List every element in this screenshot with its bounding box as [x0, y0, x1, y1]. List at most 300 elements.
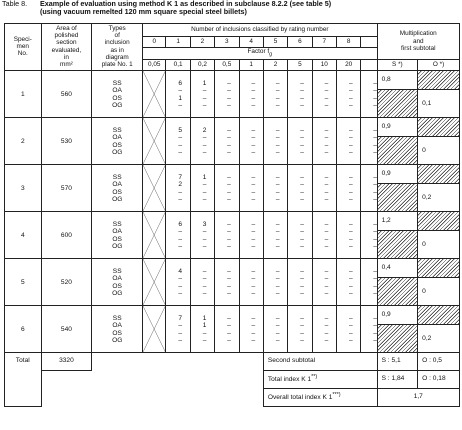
count-value: –: [178, 195, 183, 203]
o-value: 0: [422, 287, 426, 295]
o-value: 0,2: [422, 193, 432, 201]
cross-lines: [143, 165, 165, 211]
rating-count-cell: [239, 70, 263, 117]
count-value: –: [251, 275, 256, 283]
second-subtotal-o: O : 0,5: [418, 352, 460, 370]
count-value: –: [348, 79, 353, 87]
count-value: –: [251, 181, 256, 189]
count-value: –: [251, 101, 256, 109]
count-value: –: [202, 282, 207, 290]
rating-number-1: 1: [166, 37, 190, 48]
inclusion-type: OA: [112, 322, 122, 330]
count-value: –: [178, 329, 183, 337]
o-value: 0: [422, 146, 426, 154]
count-value: –: [251, 134, 256, 142]
rating-number-8: 8: [336, 37, 360, 48]
count-value: –: [227, 188, 231, 196]
factor-value: 20: [336, 59, 360, 70]
count-value: –: [251, 173, 256, 181]
count-value: –: [251, 329, 256, 337]
spacer-cell: – – – –: [361, 164, 377, 211]
o-subtotal-cell: [418, 164, 460, 211]
hatched-area: [378, 90, 418, 117]
inclusion-type: OA: [112, 87, 122, 95]
count-value: –: [275, 228, 280, 236]
count-value: –: [202, 242, 207, 250]
count-value: –: [202, 267, 207, 275]
total-label: Total: [5, 352, 42, 406]
count-value: –: [300, 314, 304, 322]
factor-value: 2: [263, 59, 287, 70]
count-value: –: [348, 329, 353, 337]
spacer-cell: – – – –: [361, 258, 377, 305]
overall-index-value: 1,7: [377, 388, 459, 406]
count-value: 1: [202, 322, 207, 330]
count-value: –: [251, 188, 256, 196]
s-subtotal-cell: [377, 305, 418, 352]
rating-count-cell: [336, 305, 360, 352]
count-value: 2: [202, 126, 207, 134]
count-value: –: [300, 181, 304, 189]
count-value: –: [300, 267, 304, 275]
count-value: –: [300, 289, 304, 297]
count-value: –: [275, 329, 280, 337]
count-value: –: [227, 79, 231, 87]
rating-count-cell: [239, 211, 263, 258]
blank-area: [92, 352, 264, 406]
count-value: –: [275, 181, 280, 189]
inclusion-type: OS: [112, 188, 122, 196]
count-value: –: [300, 322, 304, 330]
total-index-s: S : 1,84: [377, 370, 418, 388]
hatched-area: [418, 306, 459, 325]
count-value: –: [275, 126, 280, 134]
count-value: –: [324, 235, 329, 243]
count-value: –: [324, 228, 329, 236]
rating-count-cell: [263, 117, 287, 164]
spacer-cell: – – – –: [361, 305, 377, 352]
rating-count-cell: [263, 70, 287, 117]
count-value: –: [178, 141, 183, 149]
rating-count-cell: [239, 305, 263, 352]
o-subtotal-cell: [418, 211, 460, 258]
count-value: –: [348, 101, 353, 109]
count-value: –: [251, 195, 256, 203]
hatched-area: [378, 184, 418, 211]
count-value: –: [300, 126, 304, 134]
inclusion-type: OG: [112, 336, 123, 344]
count-value: –: [251, 235, 256, 243]
count-value: –: [275, 314, 280, 322]
count-value: –: [227, 134, 231, 142]
section-area: 530: [41, 117, 92, 164]
count-value: –: [300, 101, 304, 109]
rating-count-cell: [190, 117, 214, 164]
count-value: 1: [202, 314, 207, 322]
count-value: –: [227, 228, 231, 236]
count-value: –: [348, 126, 353, 134]
rating-count-cell: [263, 164, 287, 211]
table-row: [5, 211, 460, 258]
blank-area: [41, 388, 92, 406]
blank-area: [41, 370, 92, 388]
count-value: –: [227, 235, 231, 243]
rating-count-cell: [312, 258, 336, 305]
cross-lines: [143, 71, 165, 117]
count-value: –: [324, 79, 329, 87]
count-value: –: [300, 134, 304, 142]
count-value: –: [178, 282, 183, 290]
count-value: –: [324, 181, 329, 189]
rating-count-cell: [288, 164, 312, 211]
count-value: –: [275, 134, 280, 142]
count-value: –: [324, 322, 329, 330]
table-row: [5, 117, 460, 164]
count-value: –: [202, 188, 207, 196]
count-value: –: [178, 228, 183, 236]
inclusion-types: [92, 258, 143, 305]
count-value: –: [227, 195, 231, 203]
o-column-header: O *): [418, 59, 460, 70]
count-value: –: [324, 141, 329, 149]
table-caption: [2, 0, 331, 17]
count-value: –: [251, 87, 256, 95]
count-value: –: [227, 148, 231, 156]
count-value: –: [275, 94, 280, 102]
caption-line-2: (using vacuum remelted 120 mm square special steel billets): [40, 7, 247, 17]
count-value: –: [348, 87, 353, 95]
count-value: –: [300, 141, 304, 149]
count-value: –: [324, 173, 329, 181]
count-value: –: [202, 289, 207, 297]
count-value: –: [202, 329, 207, 337]
count-value: –: [178, 148, 183, 156]
count-value: –: [275, 141, 280, 149]
count-value: –: [227, 322, 231, 330]
count-value: –: [227, 141, 231, 149]
count-value: –: [348, 336, 353, 344]
count-value: –: [300, 336, 304, 344]
specimen-number: 5: [5, 258, 42, 305]
count-value: –: [202, 141, 207, 149]
count-value: –: [227, 282, 231, 290]
count-value: –: [348, 267, 353, 275]
rating-count-cell: [312, 305, 336, 352]
specimen-number: 3: [5, 164, 42, 211]
count-value: –: [227, 126, 231, 134]
count-value: –: [324, 289, 329, 297]
inclusion-type: OS: [112, 329, 122, 337]
cross-lines: [143, 212, 165, 258]
count-value: –: [275, 336, 280, 344]
count-value: –: [324, 87, 329, 95]
o-value: 0,1: [422, 99, 432, 107]
s-value: 0,4: [378, 259, 418, 278]
count-value: –: [348, 134, 353, 142]
count-value: –: [275, 242, 280, 250]
rating-count-cell: [288, 117, 312, 164]
count-value: 7: [178, 173, 183, 181]
s-subtotal-cell: [377, 117, 418, 164]
count-value: –: [251, 220, 256, 228]
count-value: –: [348, 275, 353, 283]
count-value: –: [324, 195, 329, 203]
s-value: 0,9: [378, 118, 418, 137]
inclusion-type: OG: [112, 195, 123, 203]
table-row: [5, 164, 460, 211]
count-value: –: [178, 242, 183, 250]
rating-number-2: 2: [190, 37, 214, 48]
header-types: Types of inclusion as in diagram plate No. 1: [92, 24, 143, 71]
count-value: –: [300, 282, 304, 290]
hatched-area: [418, 259, 459, 278]
spacer-cell: – – – –: [361, 211, 377, 258]
rating-count-cell: [263, 211, 287, 258]
count-value: –: [275, 289, 280, 297]
inclusion-types: [92, 211, 143, 258]
rating-number-6: 6: [288, 37, 312, 48]
count-value: –: [227, 173, 231, 181]
count-value: –: [300, 195, 304, 203]
factor-value: 10: [312, 59, 336, 70]
count-value: –: [275, 195, 280, 203]
count-value: –: [251, 314, 256, 322]
count-value: –: [178, 134, 183, 142]
rating-count-cell: [288, 211, 312, 258]
count-value: –: [275, 188, 280, 196]
count-value: –: [202, 235, 207, 243]
rating-0-crossed-cell: [143, 258, 166, 305]
count-value: 1: [178, 94, 183, 102]
rating-count-cell: [215, 305, 239, 352]
count-value: 7: [178, 314, 183, 322]
count-value: –: [202, 228, 207, 236]
rating-count-cell: [239, 164, 263, 211]
count-value: –: [227, 87, 231, 95]
count-value: –: [251, 148, 256, 156]
count-value: –: [202, 275, 207, 283]
inclusion-type: OG: [112, 101, 123, 109]
inclusion-type: OA: [112, 134, 122, 142]
count-value: –: [251, 242, 256, 250]
count-value: –: [324, 314, 329, 322]
second-subtotal-label: Second subtotal: [263, 352, 377, 370]
count-value: –: [300, 87, 304, 95]
count-value: –: [275, 79, 280, 87]
o-subtotal-cell: [418, 258, 460, 305]
count-value: –: [227, 314, 231, 322]
count-value: 4: [178, 267, 183, 275]
inclusion-types: [92, 164, 143, 211]
rating-count-cell: [190, 164, 214, 211]
count-value: –: [348, 322, 353, 330]
count-value: –: [178, 101, 183, 109]
overall-index-label: Overall total index K 1***): [263, 388, 377, 406]
rating-0-crossed-cell: [143, 70, 166, 117]
s-value: 0,9: [378, 165, 418, 184]
count-value: –: [348, 173, 353, 181]
factor-value: 0,1: [166, 59, 190, 70]
rating-count-cell: [263, 305, 287, 352]
inclusion-type: SS: [112, 173, 122, 181]
count-value: –: [178, 235, 183, 243]
count-value: –: [275, 267, 280, 275]
inclusion-types: [92, 305, 143, 352]
count-value: –: [202, 134, 207, 142]
rating-number-4: 4: [239, 37, 263, 48]
count-value: –: [275, 148, 280, 156]
count-value: –: [227, 101, 231, 109]
count-value: –: [251, 141, 256, 149]
count-value: –: [300, 235, 304, 243]
hatched-area: [378, 325, 418, 352]
hatched-area: [418, 212, 459, 231]
inclusion-types: [92, 117, 143, 164]
inclusion-type: OS: [112, 141, 122, 149]
count-value: 3: [202, 220, 207, 228]
rating-number-spacer: [361, 37, 377, 48]
count-value: –: [275, 282, 280, 290]
o-value: 0: [422, 240, 426, 248]
section-area: 600: [41, 211, 92, 258]
inclusion-type: OG: [112, 148, 123, 156]
count-value: –: [348, 195, 353, 203]
count-value: –: [324, 220, 329, 228]
count-value: –: [251, 289, 256, 297]
hatched-area: [378, 137, 418, 164]
inclusion-type: OS: [112, 235, 122, 243]
count-value: –: [300, 329, 304, 337]
count-value: –: [202, 336, 207, 344]
count-value: 1: [202, 79, 207, 87]
rating-count-cell: [190, 305, 214, 352]
count-value: –: [202, 181, 207, 189]
table-row: [5, 305, 460, 352]
inclusion-type: OG: [112, 289, 123, 297]
count-value: –: [178, 87, 183, 95]
rating-0-crossed-cell: [143, 164, 166, 211]
count-value: –: [324, 134, 329, 142]
total-area: 3320: [41, 352, 92, 370]
inclusion-type: OS: [112, 282, 122, 290]
s-subtotal-cell: [377, 258, 418, 305]
rating-count-cell: [166, 164, 190, 211]
cross-lines: [143, 118, 165, 164]
count-value: –: [251, 322, 256, 330]
count-value: –: [324, 188, 329, 196]
s-column-header: S *): [377, 59, 418, 70]
section-area: 570: [41, 164, 92, 211]
factor-value: 1: [239, 59, 263, 70]
count-value: –: [324, 282, 329, 290]
count-value: –: [227, 289, 231, 297]
rating-count-cell: [312, 211, 336, 258]
count-value: –: [178, 275, 183, 283]
header-multiplication: Multiplication and first subtotal: [377, 24, 459, 60]
specimen-number: 1: [5, 70, 42, 117]
inclusion-type: SS: [112, 126, 122, 134]
total-index-o: O : 0,18: [418, 370, 460, 388]
o-subtotal-cell: [418, 70, 460, 117]
inclusion-evaluation-table: [4, 23, 460, 407]
count-value: –: [300, 242, 304, 250]
s-value: 1,2: [378, 212, 418, 231]
rating-count-cell: [336, 117, 360, 164]
count-value: –: [275, 235, 280, 243]
count-value: –: [227, 181, 231, 189]
hatched-area: [418, 165, 459, 184]
count-value: 5: [178, 126, 183, 134]
count-value: –: [324, 101, 329, 109]
count-value: –: [348, 289, 353, 297]
count-value: –: [300, 220, 304, 228]
specimen-number: 6: [5, 305, 42, 352]
count-value: –: [275, 101, 280, 109]
count-value: –: [300, 79, 304, 87]
rating-number-5: 5: [263, 37, 287, 48]
rating-number-7: 7: [312, 37, 336, 48]
section-area: 540: [41, 305, 92, 352]
rating-count-cell: [288, 70, 312, 117]
count-value: –: [227, 267, 231, 275]
header-factor: Factor $f_g$: [143, 48, 377, 60]
count-value: –: [300, 173, 304, 181]
inclusion-type: OS: [112, 94, 122, 102]
total-index-label: Total index K 1**): [263, 370, 377, 388]
header-specimen: Speci- men No.: [5, 24, 42, 71]
inclusion-types: [92, 70, 143, 117]
count-value: 6: [178, 220, 183, 228]
count-value: –: [275, 322, 280, 330]
count-value: 1: [202, 173, 207, 181]
count-value: –: [348, 181, 353, 189]
hatched-area: [418, 118, 459, 137]
count-value: –: [275, 87, 280, 95]
count-value: –: [300, 228, 304, 236]
o-subtotal-cell: [418, 117, 460, 164]
rating-count-cell: [215, 258, 239, 305]
inclusion-type: OG: [112, 242, 123, 250]
count-value: –: [348, 242, 353, 250]
count-value: –: [348, 228, 353, 236]
table-row: [5, 258, 460, 305]
cross-lines: [143, 306, 165, 352]
count-value: –: [324, 329, 329, 337]
rating-count-cell: [312, 117, 336, 164]
rating-count-cell: [190, 258, 214, 305]
rating-count-cell: [166, 117, 190, 164]
specimen-number: 4: [5, 211, 42, 258]
count-value: –: [300, 148, 304, 156]
count-value: –: [324, 126, 329, 134]
count-value: –: [202, 94, 207, 102]
rating-count-cell: [263, 258, 287, 305]
rating-count-cell: [190, 211, 214, 258]
rating-count-cell: [166, 211, 190, 258]
factor-value: 5: [288, 59, 312, 70]
count-value: –: [348, 188, 353, 196]
count-value: –: [348, 94, 353, 102]
count-value: –: [348, 148, 353, 156]
count-value: –: [227, 94, 231, 102]
count-value: –: [348, 282, 353, 290]
rating-0-crossed-cell: [143, 117, 166, 164]
inclusion-type: OA: [112, 275, 122, 283]
rating-0-crossed-cell: [143, 305, 166, 352]
o-subtotal-cell: [418, 305, 460, 352]
count-value: –: [227, 336, 231, 344]
hatched-area: [378, 231, 418, 258]
